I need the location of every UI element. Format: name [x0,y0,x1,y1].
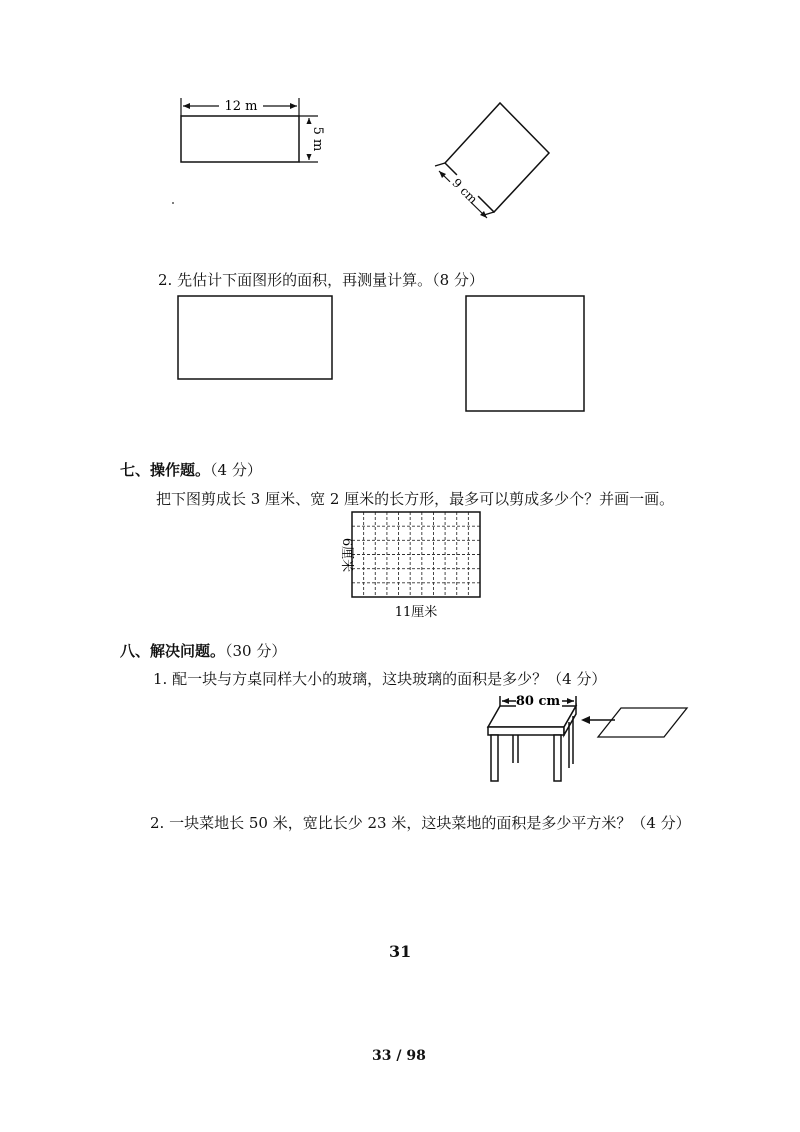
page-number: 31 [389,942,412,961]
section-8-q2-text: 一块菜地长 50 米，宽比长少 23 米，这块菜地的面积是多少平方米？ [169,814,632,832]
section-7-heading [120,460,262,480]
section-8-score: （30 分） [225,642,287,660]
section-8-q1-score: （4 分） [547,670,607,688]
question-2-number: 2. [158,271,173,289]
table-and-glass-figure [480,690,710,790]
rectangle-12m-by-5m [181,98,325,162]
estimate-square [466,296,584,411]
glass-plate [598,708,687,737]
estimate-rectangle [178,296,332,379]
section-8-q1-text: 配一块与方桌同样大小的玻璃，这块玻璃的面积是多少？ [172,670,548,688]
grid-height-label: 6厘米 [339,537,354,573]
section-7-title: 七、操作题。 [120,461,211,479]
section-7-score: （4 分） [210,461,262,479]
rect-height-label: 5 m [310,126,325,152]
section-8-q2-number: 2. [150,814,165,832]
rect-width-label: 12 m [224,99,258,114]
section-8-heading [120,641,286,661]
square-side-label: 9 cm [449,175,481,207]
grid-border [352,512,480,597]
section-8-question-2 [150,813,691,833]
section-8-q1-number: 1. [153,670,168,688]
rotated-square-9cm [435,103,549,218]
grid-figure [330,508,490,623]
grid-width-label: 11厘米 [394,605,438,620]
table-width-label: 80 cm [515,694,561,709]
section-8-q2-score: （4 分） [631,814,691,832]
section-8-question-1 [153,669,606,689]
top-figures [0,0,800,230]
page-counter: 33 / 98 [372,1048,426,1064]
question-2-text: 先估计下面图形的面积，再测量计算。 [177,271,433,289]
section-7-instruction: 把下图剪成长 3 厘米、宽 2 厘米的长方形，最多可以剪成多少个？并画一画。 [156,490,675,508]
section-8-title: 八、解决问题。 [120,642,226,660]
question-2-score: （8 分） [432,271,484,289]
estimate-shapes [0,280,800,430]
